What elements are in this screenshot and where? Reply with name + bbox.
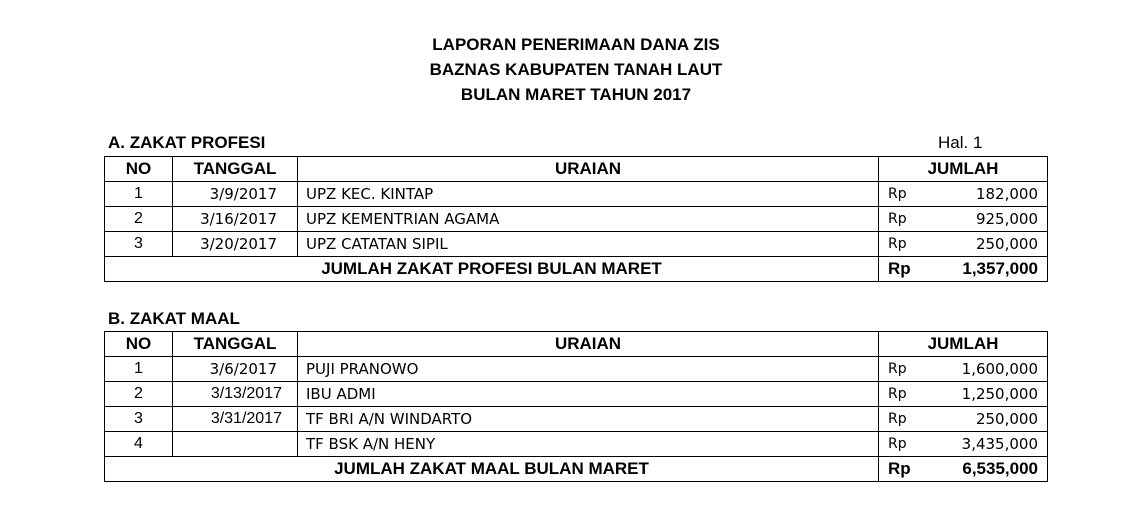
row-no: 3 bbox=[105, 232, 173, 257]
row-uraian: UPZ KEMENTRIAN AGAMA bbox=[298, 207, 879, 232]
row-uraian: TF BRI A/N WINDARTO bbox=[298, 407, 879, 432]
row-tanggal: 3/6/2017 bbox=[173, 357, 298, 382]
column-header-tanggal: TANGGAL bbox=[173, 157, 298, 182]
row-amount: 925,000 bbox=[917, 207, 1048, 232]
row-currency: Rp bbox=[879, 207, 917, 232]
row-no: 3 bbox=[105, 407, 173, 432]
row-uraian: TF BSK A/N HENY bbox=[298, 432, 879, 457]
table-row bbox=[105, 207, 1048, 232]
table-row bbox=[105, 232, 1048, 257]
row-currency: Rp bbox=[879, 232, 917, 257]
zakat-maal-table bbox=[104, 331, 1048, 482]
row-tanggal: 3/20/2017 bbox=[173, 232, 298, 257]
total-row bbox=[105, 257, 1048, 282]
row-tanggal: 3/16/2017 bbox=[173, 207, 298, 232]
column-header-tanggal: TANGGAL bbox=[173, 332, 298, 357]
section-b-title: B. ZAKAT MAAL bbox=[108, 309, 240, 328]
table-row bbox=[105, 357, 1048, 382]
row-tanggal: 3/13/2017 bbox=[173, 382, 298, 407]
row-tanggal: 3/31/2017 bbox=[173, 407, 298, 432]
report-organization: BAZNAS KABUPATEN TANAH LAUT bbox=[429, 60, 723, 79]
report-header bbox=[0, 32, 1121, 107]
column-header-uraian: URAIAN bbox=[298, 157, 879, 182]
row-amount: 1,600,000 bbox=[917, 357, 1048, 382]
row-uraian: PUJI PRANOWO bbox=[298, 357, 879, 382]
zakat-profesi-table bbox=[104, 156, 1048, 282]
section-a-title: A. ZAKAT PROFESI bbox=[108, 133, 266, 152]
row-tanggal: 3/9/2017 bbox=[173, 182, 298, 207]
row-currency: Rp bbox=[879, 182, 917, 207]
row-currency: Rp bbox=[879, 382, 917, 407]
total-currency: Rp bbox=[879, 457, 917, 482]
total-label: JUMLAH ZAKAT PROFESI BULAN MARET bbox=[105, 257, 879, 282]
table-header-row bbox=[105, 332, 1048, 357]
column-header-uraian: URAIAN bbox=[298, 332, 879, 357]
column-header-jumlah: JUMLAH bbox=[879, 157, 1048, 182]
row-no: 2 bbox=[105, 207, 173, 232]
page-number: Hal. 1 bbox=[938, 133, 983, 152]
row-tanggal bbox=[173, 432, 298, 457]
total-label: JUMLAH ZAKAT MAAL BULAN MARET bbox=[105, 457, 879, 482]
table-row bbox=[105, 182, 1048, 207]
row-no: 2 bbox=[105, 382, 173, 407]
row-uraian: UPZ CATATAN SIPIL bbox=[298, 232, 879, 257]
row-no: 4 bbox=[105, 432, 173, 457]
table-header-row bbox=[105, 157, 1048, 182]
row-uraian: IBU ADMI bbox=[298, 382, 879, 407]
row-uraian: UPZ KEC. KINTAP bbox=[298, 182, 879, 207]
column-header-no: NO bbox=[105, 157, 173, 182]
total-currency: Rp bbox=[879, 257, 917, 282]
total-amount: 1,357,000 bbox=[917, 257, 1048, 282]
total-row bbox=[105, 457, 1048, 482]
row-currency: Rp bbox=[879, 432, 917, 457]
row-currency: Rp bbox=[879, 407, 917, 432]
row-amount: 1,250,000 bbox=[917, 382, 1048, 407]
table-row bbox=[105, 407, 1048, 432]
total-amount: 6,535,000 bbox=[917, 457, 1048, 482]
table-row bbox=[105, 382, 1048, 407]
column-header-no: NO bbox=[105, 332, 173, 357]
row-no: 1 bbox=[105, 182, 173, 207]
report-period: BULAN MARET TAHUN 2017 bbox=[460, 85, 692, 104]
row-amount: 250,000 bbox=[917, 232, 1048, 257]
row-amount: 3,435,000 bbox=[917, 432, 1048, 457]
row-currency: Rp bbox=[879, 357, 917, 382]
column-header-jumlah: JUMLAH bbox=[879, 332, 1048, 357]
report-title: LAPORAN PENERIMAAN DANA ZIS bbox=[432, 35, 720, 54]
table-row bbox=[105, 432, 1048, 457]
row-no: 1 bbox=[105, 357, 173, 382]
row-amount: 182,000 bbox=[917, 182, 1048, 207]
row-amount: 250,000 bbox=[917, 407, 1048, 432]
